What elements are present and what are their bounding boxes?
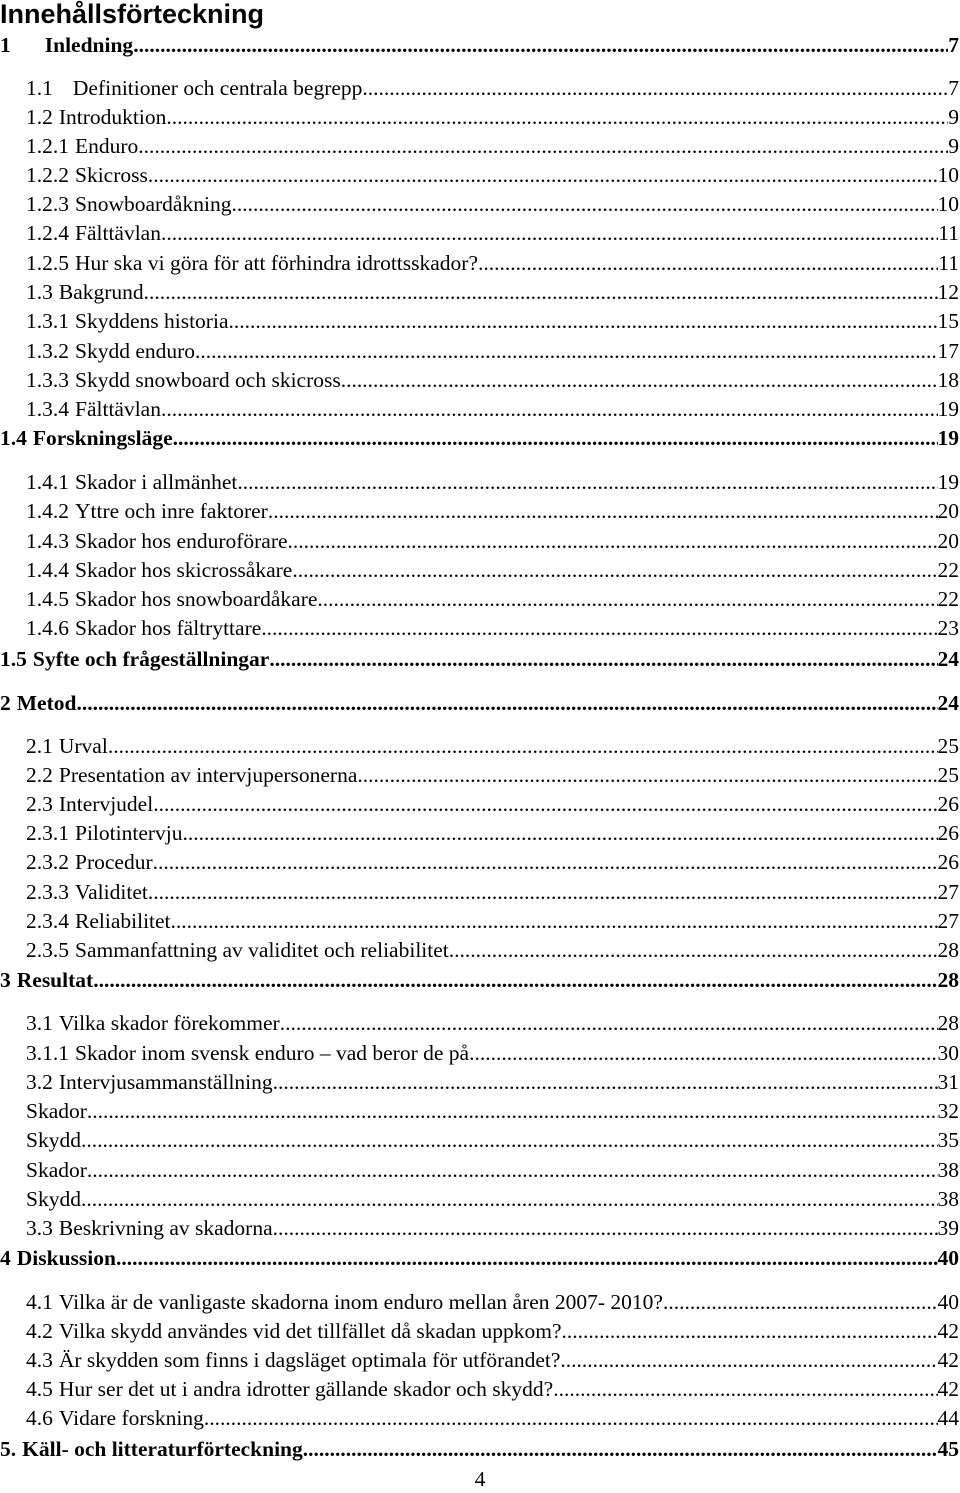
- toc-entry[interactable]: [26, 337, 959, 365]
- toc-entry-text: Bakgrund: [58, 280, 144, 304]
- toc-entry-label: [26, 848, 153, 876]
- toc-entry-page: 28: [937, 938, 959, 962]
- toc-entry-text: Skador: [26, 1158, 87, 1182]
- toc-entry-label: [26, 190, 231, 218]
- toc-dot-leader: [449, 936, 938, 964]
- toc-entry[interactable]: [26, 132, 959, 160]
- toc-entry-number: 1.5: [0, 647, 27, 671]
- toc-dot-leader: [87, 1156, 938, 1184]
- toc-dot-leader: [204, 1404, 938, 1432]
- toc-entry-page: 9: [948, 105, 959, 129]
- toc-entry-page: 45: [937, 1437, 959, 1461]
- toc-entry-number: 4.6: [26, 1406, 53, 1430]
- toc-entry-text: Yttre och inre faktorer: [75, 499, 268, 523]
- toc-entry-number: 1.2.1: [26, 134, 69, 158]
- toc-dot-leader: [317, 585, 937, 613]
- toc-dot-leader: [153, 790, 937, 818]
- toc-entry-text: Skydd: [26, 1187, 81, 1211]
- toc-entry-page: 40: [937, 1246, 959, 1270]
- toc-entry[interactable]: [26, 936, 959, 964]
- toc-entry-number: 2.3.3: [26, 880, 69, 904]
- toc-entry-number: 2.3.1: [26, 821, 69, 845]
- toc-entry-text: Syfte och frågeställningar: [32, 647, 270, 671]
- toc-entry-text: Skador inom svensk enduro – vad beror de på: [75, 1041, 470, 1065]
- toc-entry[interactable]: [26, 1288, 959, 1316]
- toc-dot-leader: [138, 132, 948, 160]
- toc-entry[interactable]: [26, 366, 959, 394]
- toc-entry-label: [26, 1185, 81, 1213]
- toc-entry-text: Skador: [26, 1099, 87, 1123]
- toc-entry-text: Reliabilitet: [75, 909, 171, 933]
- toc-dot-leader: [478, 249, 938, 277]
- toc-entry-number: 1.2.3: [26, 192, 69, 216]
- toc-dot-leader: [108, 732, 938, 760]
- toc-dot-leader: [303, 1435, 938, 1463]
- toc-dot-leader: [280, 1009, 938, 1037]
- toc-entry[interactable]: [26, 307, 959, 335]
- toc-entry-number: 4.1: [26, 1290, 53, 1314]
- toc-entry-text: Urval: [58, 734, 108, 758]
- toc-entry-label: [26, 249, 478, 277]
- toc-entry-label: [26, 732, 108, 760]
- toc-entry[interactable]: [26, 1375, 959, 1403]
- toc-dot-leader: [153, 848, 938, 876]
- toc-entry-text: Skydd enduro: [75, 339, 196, 363]
- toc-entry[interactable]: [26, 585, 959, 613]
- toc-entry-number: 2: [0, 691, 11, 715]
- toc-entry-page: 32: [937, 1099, 959, 1123]
- toc-entry-text: Skyddens historia: [75, 309, 229, 333]
- toc-entry[interactable]: [26, 190, 959, 218]
- toc-entry-number: 1.2.5: [26, 251, 69, 275]
- toc-entry-label: [26, 1009, 280, 1037]
- toc-entry-label: [26, 74, 362, 102]
- toc-entry[interactable]: [26, 1185, 959, 1213]
- toc-entry-label: [26, 761, 357, 789]
- toc-entry-page: 44: [937, 1406, 959, 1430]
- toc-entry-number: 4: [0, 1246, 11, 1270]
- toc-dot-leader: [273, 1068, 938, 1096]
- toc-entry[interactable]: [26, 848, 959, 876]
- toc-entry-label: [26, 790, 153, 818]
- toc-entry-text: Introduktion: [58, 105, 167, 129]
- toc-entry-page: 26: [937, 821, 959, 845]
- toc-entry-label: [26, 585, 317, 613]
- toc-entry-page: 11: [938, 251, 959, 275]
- toc-entry-text: Fälttävlan: [75, 221, 161, 245]
- toc-dot-leader: [183, 819, 938, 847]
- toc-dot-leader: [268, 497, 938, 525]
- toc-dot-leader: [288, 527, 938, 555]
- toc-entry[interactable]: [26, 614, 959, 642]
- toc-entry-page: 28: [937, 1011, 959, 1035]
- toc-entry[interactable]: [26, 278, 959, 306]
- toc-entry[interactable]: [26, 556, 959, 584]
- toc-entry-text: Enduro: [75, 134, 139, 158]
- toc-entry[interactable]: [26, 103, 959, 131]
- toc-entry-page: 26: [937, 792, 959, 816]
- footer-page-number: 4: [474, 1467, 486, 1491]
- toc-dot-leader: [87, 1097, 938, 1125]
- toc-entry-label: [26, 1126, 81, 1154]
- toc-entry-page: 38: [937, 1187, 959, 1211]
- toc-entry-number: 3.3: [26, 1216, 53, 1240]
- toc-entry-text: Procedur: [75, 850, 153, 874]
- toc-dot-leader: [469, 1039, 937, 1067]
- toc-entry[interactable]: [26, 1009, 959, 1037]
- toc-entry[interactable]: [26, 907, 959, 935]
- toc-entry-label: [26, 395, 161, 423]
- toc-entry[interactable]: [0, 1435, 959, 1463]
- toc-entry-label: [26, 936, 449, 964]
- toc-dot-leader: [81, 1185, 938, 1213]
- toc-entry-page: 15: [937, 309, 959, 333]
- toc-entry-number: 4.2: [26, 1319, 53, 1343]
- toc-dot-leader: [133, 31, 948, 59]
- toc-entry-number: 2.1: [26, 734, 53, 758]
- toc-entry[interactable]: [0, 689, 959, 717]
- toc-entry-label: [26, 614, 261, 642]
- toc-entry-label: [26, 1288, 663, 1316]
- toc-dot-leader: [116, 1244, 938, 1272]
- toc-entry-text: Snowboardåkning: [75, 192, 232, 216]
- toc-entry-label: [26, 527, 288, 555]
- toc-entry-number: 2.3.2: [26, 850, 69, 874]
- toc-entry-text: Validitet: [75, 880, 148, 904]
- toc-dot-leader: [228, 307, 937, 335]
- toc-entry[interactable]: [0, 645, 959, 673]
- toc-entry-text: Pilotintervju: [75, 821, 183, 845]
- toc-entry-page: 42: [937, 1348, 959, 1372]
- toc-entry-label: [26, 1039, 469, 1067]
- toc-entry-page: 30: [937, 1041, 959, 1065]
- toc-entry-number: 1.4.4: [26, 558, 69, 582]
- toc-entry-number: 1.3.2: [26, 339, 69, 363]
- toc-entry-number: 1.1: [26, 76, 53, 100]
- toc-entry-text: Skador i allmänhet: [75, 470, 238, 494]
- toc-entry-text: Skador hos skicrossåkare: [75, 558, 293, 582]
- toc-entry-number: 2.2: [26, 763, 53, 787]
- toc-entry-text: Vilka är de vanligaste skadorna inom enduro mellan åren 2007- 2010?: [58, 1290, 663, 1314]
- toc-entry-label: [26, 1346, 560, 1374]
- toc-dot-leader: [273, 1214, 938, 1242]
- toc-dot-leader: [144, 278, 938, 306]
- toc-entry-number: 1.2.2: [26, 163, 69, 187]
- toc-entry-page: 9: [948, 134, 959, 158]
- toc-entry-number: 5.: [0, 1437, 17, 1461]
- toc-dot-leader: [663, 1288, 938, 1316]
- toc-dot-leader: [562, 1317, 938, 1345]
- toc-entry-text: Resultat: [16, 968, 94, 992]
- toc-entry-page: 17: [937, 339, 959, 363]
- toc-entry-page: 40: [937, 1290, 959, 1314]
- toc-entry-label: [26, 907, 171, 935]
- toc-entry-page: 24: [937, 647, 959, 671]
- toc-entry[interactable]: [26, 790, 959, 818]
- toc-entry-label: [0, 1244, 116, 1272]
- toc-entry[interactable]: [0, 31, 959, 59]
- toc-entry[interactable]: [0, 966, 959, 994]
- toc-entry-label: [26, 366, 341, 394]
- toc-entry-label: [26, 497, 268, 525]
- toc-entry[interactable]: [26, 819, 959, 847]
- toc-entry-number: 3.1: [26, 1011, 53, 1035]
- toc-entry-text: Forskningsläge: [32, 426, 173, 450]
- toc-dot-leader: [166, 103, 948, 131]
- toc-entry-page: 27: [937, 909, 959, 933]
- page-title: Innehållsförteckning: [0, 0, 265, 29]
- toc-entry-page: 12: [937, 280, 959, 304]
- toc-entry-text: Käll- och litteraturförteckning: [22, 1437, 303, 1461]
- toc-entry-label: [26, 819, 183, 847]
- toc-entry-text: Hur ser det ut i andra idrotter gällande skador och skydd?: [58, 1377, 554, 1401]
- toc-entry-page: 22: [937, 558, 959, 582]
- toc-entry-page: 39: [937, 1216, 959, 1240]
- toc-dot-leader: [553, 1375, 937, 1403]
- toc-entry-number: 1.2.4: [26, 221, 69, 245]
- toc-entry-text: Vilka skador förekommer: [58, 1011, 280, 1035]
- toc-entry-label: [26, 1375, 553, 1403]
- toc-entry-text: Presentation av intervjupersonerna: [58, 763, 358, 787]
- toc-entry-text: Definitioner och centrala begrepp: [72, 76, 363, 100]
- toc-dot-leader: [81, 1126, 938, 1154]
- toc-entry-number: 1.4.2: [26, 499, 69, 523]
- toc-dot-leader: [292, 556, 937, 584]
- toc-entry-label: [26, 1214, 273, 1242]
- toc-entry[interactable]: [26, 1126, 959, 1154]
- toc-entry-number: 3.1.1: [26, 1041, 69, 1065]
- toc-entry-page: 35: [937, 1128, 959, 1152]
- toc-entry-number: 3.2: [26, 1070, 53, 1094]
- toc-dot-leader: [76, 689, 937, 717]
- toc-dot-leader: [93, 966, 937, 994]
- toc-entry-text: Är skydden som finns i dagsläget optimala för utförandet?: [58, 1348, 561, 1372]
- toc-dot-leader: [148, 161, 938, 189]
- toc-entry-text: Skydd: [26, 1128, 81, 1152]
- toc-entry-text: Metod: [16, 691, 77, 715]
- toc-entry[interactable]: [26, 732, 959, 760]
- toc-entry[interactable]: [26, 878, 959, 906]
- toc-entry-number: 1.2: [26, 105, 53, 129]
- toc-entry-page: 25: [937, 763, 959, 787]
- toc-entry-page: 23: [937, 616, 959, 640]
- toc-dot-leader: [173, 424, 938, 452]
- toc-entry[interactable]: [26, 761, 959, 789]
- toc-entry[interactable]: [26, 219, 959, 247]
- toc-entry-text: Skador hos enduroförare: [75, 529, 288, 553]
- toc-entry-number: 1.4.6: [26, 616, 69, 640]
- toc-entry[interactable]: [26, 1156, 959, 1184]
- toc-entry-text: Hur ska vi göra för att förhindra idrottsskador?: [75, 251, 479, 275]
- toc-entry-number: 2.3.5: [26, 938, 69, 962]
- toc-entry-page: 27: [937, 880, 959, 904]
- toc-entry-label: [26, 219, 161, 247]
- toc-entry-label: [0, 689, 76, 717]
- toc-entry[interactable]: [26, 1068, 959, 1096]
- toc-entry-text: Inledning: [44, 33, 134, 57]
- toc-entry-page: 24: [937, 691, 959, 715]
- toc-dot-leader: [231, 190, 937, 218]
- toc-entry-text: Skydd snowboard och skicross: [75, 368, 341, 392]
- toc-entry-label: [26, 307, 228, 335]
- toc-entry[interactable]: [26, 249, 959, 277]
- toc-entry-label: [26, 1097, 87, 1125]
- toc-entry-label: [26, 103, 166, 131]
- toc-entry-number: 1.3.3: [26, 368, 69, 392]
- toc-entry-label: [26, 132, 138, 160]
- toc-entry-number: 2.3: [26, 792, 53, 816]
- toc-entry-label: [26, 1317, 562, 1345]
- toc-entry-page: 20: [937, 529, 959, 553]
- toc-entry-label: [26, 278, 144, 306]
- toc-entry[interactable]: [26, 468, 959, 496]
- toc-entry-page: 10: [937, 192, 959, 216]
- toc-entry[interactable]: [26, 74, 959, 102]
- toc-entry-page: 7: [948, 33, 959, 57]
- toc-entry-number: 1.3.4: [26, 397, 69, 421]
- toc-entry-number: 4.5: [26, 1377, 53, 1401]
- toc-entry-label: [0, 645, 269, 673]
- toc-entry-page: 18: [937, 368, 959, 392]
- toc-entry-number: 3: [0, 968, 11, 992]
- toc-entry[interactable]: [26, 1317, 959, 1345]
- toc-entry-label: [0, 1435, 303, 1463]
- toc-entry-label: [0, 966, 93, 994]
- toc-entry-text: Skador hos fältryttare: [75, 616, 262, 640]
- toc-entry-text: Skicross: [75, 163, 148, 187]
- toc-dot-leader: [560, 1346, 937, 1374]
- toc-entry[interactable]: [26, 395, 959, 423]
- toc-entry-label: [26, 337, 195, 365]
- toc-entry-label: [26, 556, 292, 584]
- toc-entry-label: [26, 1404, 204, 1432]
- toc-entry-page: 25: [937, 734, 959, 758]
- toc-entry[interactable]: [26, 1097, 959, 1125]
- toc-entry-page: 26: [937, 850, 959, 874]
- toc-entry-text: Intervjudel: [58, 792, 154, 816]
- toc-entry-page: 22: [937, 587, 959, 611]
- toc-entry-label: [0, 31, 133, 59]
- toc-entry-label: [26, 1156, 87, 1184]
- toc-entry[interactable]: [26, 497, 959, 525]
- toc-entry-page: 10: [937, 163, 959, 187]
- toc-dot-leader: [195, 337, 937, 365]
- toc-entry-text: Fälttävlan: [75, 397, 161, 421]
- toc-entry[interactable]: [0, 424, 959, 452]
- toc-entry-label: [26, 161, 148, 189]
- toc-entry-number: 1.4.1: [26, 470, 69, 494]
- toc-dot-leader: [269, 645, 937, 673]
- toc-entry[interactable]: [26, 1346, 959, 1374]
- toc-dot-leader: [341, 366, 938, 394]
- toc-entry[interactable]: [26, 1039, 959, 1067]
- toc-entry-text: Diskussion: [16, 1246, 116, 1270]
- toc-entry-page: 42: [937, 1319, 959, 1343]
- toc-entry-page: 42: [937, 1377, 959, 1401]
- toc-entry[interactable]: [26, 1214, 959, 1242]
- toc-entry[interactable]: [26, 527, 959, 555]
- toc-entry[interactable]: [0, 1244, 959, 1272]
- toc-entry-page: 28: [937, 968, 959, 992]
- toc-entry-text: Sammanfattning av validitet och reliabilitet: [75, 938, 449, 962]
- toc-entry-page: 7: [948, 76, 959, 100]
- toc-entry[interactable]: [26, 161, 959, 189]
- toc-entry-number: 1.4.3: [26, 529, 69, 553]
- toc-entry-label: [26, 468, 237, 496]
- toc-entry-page: 19: [937, 397, 959, 421]
- toc-entry-text: Skador hos snowboardåkare: [75, 587, 318, 611]
- toc-entry-text: Vidare forskning: [58, 1406, 204, 1430]
- toc-dot-leader: [171, 907, 938, 935]
- toc-dot-leader: [362, 74, 948, 102]
- toc-entry-page: 11: [938, 221, 959, 245]
- toc-entry-label: [0, 424, 173, 452]
- toc-entry-label: [26, 878, 148, 906]
- toc-entry-page: 31: [937, 1070, 959, 1094]
- toc-entry-text: Intervjusammanställning: [58, 1070, 273, 1094]
- toc-dot-leader: [161, 395, 938, 423]
- toc-dot-leader: [261, 614, 937, 642]
- toc-entry-label: [26, 1068, 273, 1096]
- toc-entry-page: 38: [937, 1158, 959, 1182]
- toc-entry-number: 1.3.1: [26, 309, 69, 333]
- toc-entry-page: 20: [937, 499, 959, 523]
- toc-entry-text: Vilka skydd användes vid det tillfället då skadan uppkom?: [58, 1319, 562, 1343]
- toc-entry-number: 2.3.4: [26, 909, 69, 933]
- toc-dot-leader: [237, 468, 937, 496]
- toc-entry-number: 1.4: [0, 426, 27, 450]
- toc-entry-number: 1: [0, 33, 11, 57]
- toc-entry-text: Beskrivning av skadorna: [58, 1216, 273, 1240]
- toc-entry[interactable]: [26, 1404, 959, 1432]
- toc-dot-leader: [148, 878, 938, 906]
- toc-dot-leader: [161, 219, 938, 247]
- toc-entry-page: 19: [937, 426, 959, 450]
- toc-entry-number: 1.3: [26, 280, 53, 304]
- toc-dot-leader: [357, 761, 937, 789]
- toc-entry-number: 4.3: [26, 1348, 53, 1372]
- toc-entry-number: 1.4.5: [26, 587, 69, 611]
- toc-entry-page: 19: [937, 470, 959, 494]
